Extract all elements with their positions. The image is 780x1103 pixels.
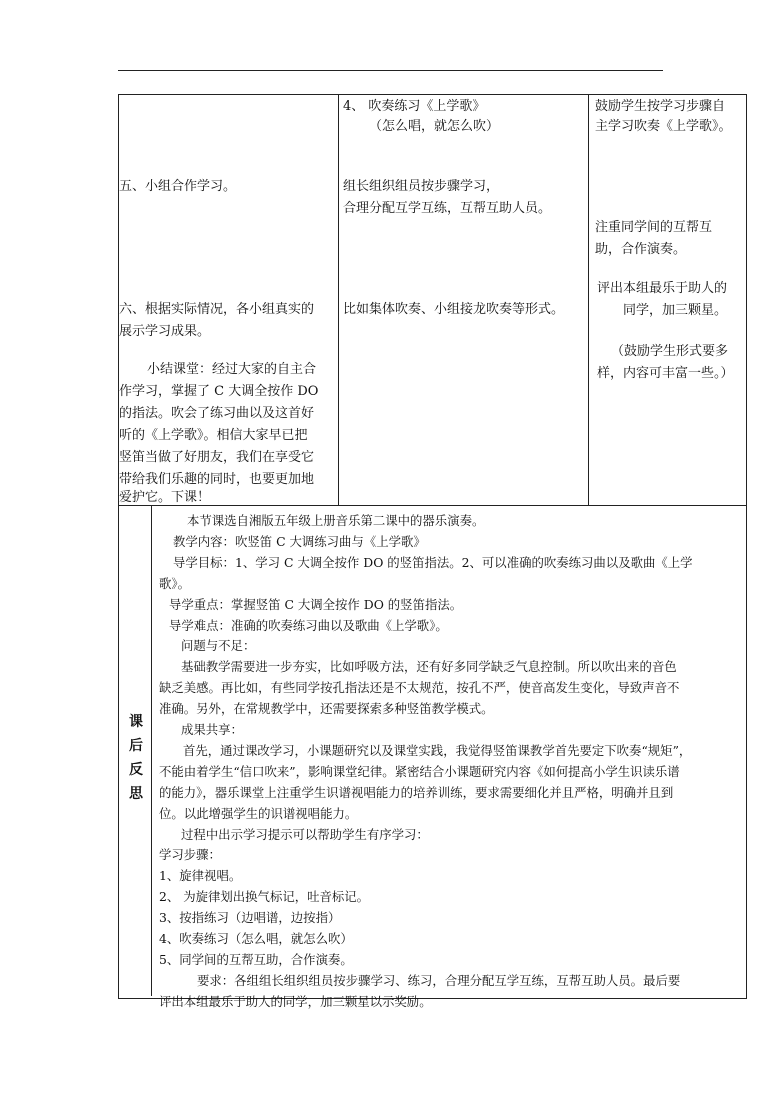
reflection-line: 缺乏美感。再比如，有些同学按孔指法还是不太规范，按孔不严，使音高发生变化，导致声音不 — [159, 680, 680, 696]
notes-cell — [589, 95, 747, 506]
reflection-line: 导学目标：1、学习 C 大调全按作 DO 的竖笛指法。2、可以准确的吹奏练习曲以及歌曲《上学 — [173, 554, 693, 570]
show-text-line2: 展示学习成果。 — [119, 324, 211, 339]
reflection-line: 2、 为旋律划出换气标记，吐音标记。 — [159, 889, 370, 905]
reflection-line: 要求：各组组长组织组员按步骤学习、练习，合理分配互学互练，互帮互助人员。最后要 — [197, 972, 681, 988]
lesson-plan-table — [118, 94, 747, 1009]
mutual-line: 注重同学间的互帮互 — [595, 220, 713, 235]
summary-line: 的指法。吹会了练习曲以及这首好 — [119, 406, 315, 421]
reflection-line: 过程中出示学习提示可以帮助学生有序学习： — [181, 826, 429, 842]
summary-line: 爱护它。下课！ — [119, 490, 211, 505]
reflection-label-char: 课 — [129, 714, 143, 730]
reflection-line: 位。以此增强学生的识谱视唱能力。 — [159, 805, 358, 821]
reflection-line: 5、同学间的互帮互助，合作演奏。 — [159, 951, 353, 967]
reflection-line: 1、旋律视唱。 — [159, 868, 242, 884]
reflection-line: 评出本组最乐于助人的同学，加三颗星以示奖励。 — [159, 993, 432, 1009]
reflection-line: 准确。另外，在常规教学中，还需要探索多种竖笛教学模式。 — [159, 701, 494, 717]
reflection-line: 成果共享： — [181, 722, 243, 737]
summary-line: 小结课堂：经过大家的自主合 — [147, 362, 317, 377]
reflection-line: 导学重点：掌握竖笛 C 大调全按作 DO 的竖笛指法。 — [169, 596, 463, 612]
activity-cell — [119, 95, 339, 506]
content-cell — [339, 95, 589, 506]
group-coop-text: 五、小组合作学习。 — [119, 179, 237, 194]
reflection-line: 首先，通过课改学习，小课题研究以及课堂实践，我觉得竖笛课教学首先要定下吹奏“规矩”， — [183, 742, 692, 758]
select-line: 评出本组最乐于助人的 — [597, 281, 728, 296]
header-rule — [118, 70, 663, 71]
show-text-line1: 六、根据实际情况，各小组真实的 — [119, 302, 315, 317]
reflection-line: 的能力》，器乐课堂上注重学生识谱视唱能力的培养训练，要求需要细化并且严格，明确并且到 — [159, 784, 674, 800]
encourage-line: 主学习吹奏《上学歌》。 — [595, 119, 732, 134]
reflection-line: 4、吹奏练习（怎么唱，就怎么吹） — [159, 931, 353, 946]
summary-line: 竖笛当做了好朋友，我们在享受它 — [119, 450, 315, 465]
reflection-line: 本节课选自湘版五年级上册音乐第二课中的器乐演奏。 — [187, 513, 485, 528]
reflection-line: 问题与不足： — [181, 638, 256, 654]
select-line: 同学，加三颗星。 — [623, 303, 728, 318]
summary-line: 听的《上学歌》。相信大家早已把 — [119, 428, 308, 443]
reflection-line: 3、按指练习（边唱谱，边按指） — [159, 910, 341, 926]
reflection-line: 教学内容：吹竖笛 C 大调练习曲与《上学歌》 — [173, 533, 426, 549]
encourage-line: 鼓励学生按学习步骤自 — [595, 99, 726, 114]
forms-text: 比如集体吹奏、小组接龙吹奏等形式。 — [343, 302, 565, 317]
form-line: （鼓励学生形式要多 — [611, 344, 729, 359]
reflection-divider — [151, 506, 152, 996]
form-line: 样，内容可丰富一些。） — [597, 366, 734, 381]
activity-row — [119, 95, 747, 506]
summary-line: 带给我们乐趣的同时，也要更加地 — [119, 472, 315, 487]
summary-line: 作学习，掌握了 C 大调全按作 DO — [119, 384, 319, 399]
reflection-line: 导学难点：准确的吹奏练习曲以及歌曲《上学歌》。 — [169, 617, 448, 633]
practice-hint: （怎么唱，就怎么吹） — [369, 119, 500, 134]
leader-line: 合理分配互学互练，互帮互助人员。 — [343, 201, 552, 216]
reflection-line: 不能由着学生“信口吹来”，影响课堂纪律。紧密结合小课题研究内容《如何提高小学生识读乐谱 — [159, 763, 680, 779]
leader-line: 组长组织组员按步骤学习， — [343, 179, 500, 194]
reflection-label-char: 反 — [129, 762, 143, 778]
reflection-line: 歌》。 — [159, 575, 190, 591]
mutual-line: 助，合作演奏。 — [595, 242, 687, 257]
reflection-label-char: 后 — [129, 738, 143, 754]
reflection-label-char: 思 — [129, 786, 143, 802]
reflection-cell — [119, 506, 747, 1009]
reflection-line: 学习步骤： — [159, 847, 221, 863]
reflection-row — [119, 506, 747, 999]
practice-title: 4、 吹奏练习《上学歌》 — [343, 99, 486, 114]
reflection-line: 基础教学需要进一步夯实，比如呼吸方法，还有好多同学缺乏气息控制。所以吹出来的音色 — [181, 659, 677, 675]
